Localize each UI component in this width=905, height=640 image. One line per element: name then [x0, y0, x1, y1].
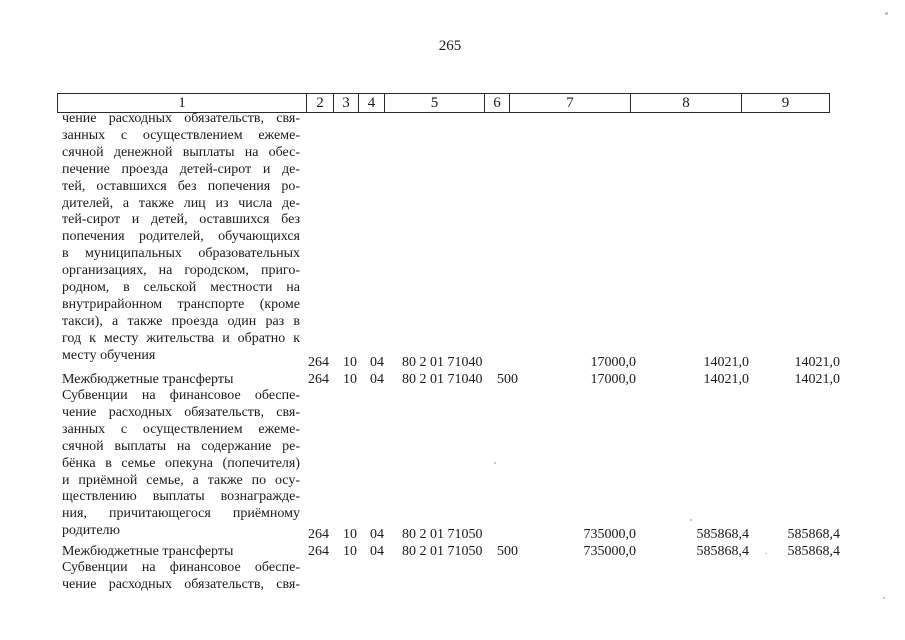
header-col-3: 3 — [334, 94, 359, 112]
row-label: Межбюджетные трансферты — [62, 372, 234, 387]
desc-line: тей-сирот и детей, оставшихся без — [62, 212, 300, 228]
desc-line: такси), а также проезда один раз в — [62, 313, 300, 329]
cell-col-6: 500 — [497, 544, 518, 559]
row-description-continued — [62, 560, 300, 594]
header-col-5: 5 — [385, 94, 485, 112]
cell-col-2: 264 — [308, 355, 329, 370]
desc-line: родном, в сельской местности на — [62, 280, 300, 296]
table-row — [0, 371, 905, 388]
cell-col-5: 80 2 01 71040 — [402, 355, 483, 370]
cell-col-5: 80 2 01 71050 — [402, 527, 483, 542]
row-description-guardianship — [62, 388, 300, 540]
table-header — [57, 93, 830, 113]
cell-col-7: 735000,0 — [583, 544, 636, 559]
table-row — [0, 354, 905, 371]
desc-line: сячной денежной выплаты на обес- — [62, 144, 300, 160]
cell-col-7: 17000,0 — [590, 355, 636, 370]
cell-col-7: 735000,0 — [583, 527, 636, 542]
desc-line: печение проезда детей-сирот и де- — [62, 161, 300, 177]
cell-col-2: 264 — [308, 527, 329, 542]
cell-col-4: 04 — [370, 544, 384, 559]
desc-line: Субвенции на финансовое обеспе- — [62, 388, 300, 403]
desc-line: бёнка в семье опекуна (попечителя) — [62, 455, 300, 471]
header-col-7: 7 — [510, 94, 631, 112]
table-row — [0, 543, 905, 560]
header-col-9: 9 — [781, 95, 790, 111]
desc-line: и приёмной семье, а также по осу- — [62, 472, 300, 488]
desc-line: чение расходных обязательств, свя- — [62, 404, 300, 420]
page-number: 265 — [438, 38, 462, 54]
cell-col-9: 14021,0 — [794, 355, 840, 370]
desc-line: попечения родителей, обучающихся — [62, 229, 300, 245]
cell-col-8: 585868,4 — [696, 527, 749, 542]
desc-line: чение расходных обязательств, свя- — [62, 111, 300, 126]
header-col-6: 6 — [485, 94, 510, 112]
row-description-transport — [62, 111, 300, 365]
cell-col-3: 10 — [343, 544, 357, 559]
scan-speck — [690, 519, 692, 521]
cell-col-9: 585868,4 — [787, 544, 840, 559]
header-col-8: 8 — [631, 94, 742, 112]
scan-speck — [885, 12, 888, 15]
row-label: Межбюджетные трансферты — [62, 544, 234, 559]
desc-line: тей, оставшихся без попечения ро- — [62, 178, 300, 194]
cell-col-8: 14021,0 — [703, 372, 749, 387]
table-row — [0, 526, 905, 543]
desc-line: чение расходных обязательств, свя- — [62, 576, 300, 592]
desc-line: ществлению выплаты вознагражде- — [62, 489, 300, 505]
desc-line: занных с осуществлением ежеме- — [62, 421, 300, 437]
cell-col-3: 10 — [343, 372, 357, 387]
cell-col-4: 04 — [370, 527, 384, 542]
desc-line: Субвенции на финансовое обеспе- — [62, 560, 300, 575]
desc-line: родителю — [62, 523, 120, 539]
scan-speck — [494, 462, 496, 464]
desc-line: дителей, а также лиц из числа де- — [62, 195, 300, 211]
cell-col-8: 14021,0 — [703, 355, 749, 370]
cell-col-4: 04 — [370, 372, 384, 387]
desc-line: внутрирайонном транспорте (кроме — [62, 296, 300, 312]
scan-speck — [765, 553, 767, 554]
desc-line: сячной выплаты на содержание ре- — [62, 438, 300, 454]
cell-col-5: 80 2 01 71040 — [402, 372, 483, 387]
cell-col-9: 585868,4 — [787, 527, 840, 542]
header-col-4: 4 — [359, 94, 385, 112]
cell-col-6: 500 — [497, 372, 518, 387]
cell-col-4: 04 — [370, 355, 384, 370]
cell-col-3: 10 — [343, 527, 357, 542]
cell-col-3: 10 — [343, 355, 357, 370]
header-col-1: 1 — [58, 94, 307, 112]
cell-col-8: 585868,4 — [696, 544, 749, 559]
cell-col-2: 264 — [308, 372, 329, 387]
desc-line: месту обучения — [62, 347, 156, 363]
desc-line: в муниципальных образовательных — [62, 246, 300, 262]
desc-line: ния, причитающегося приёмному — [62, 506, 300, 522]
desc-line: год к месту жительства и обратно к — [62, 330, 300, 346]
desc-line: организациях, на городском, приго- — [62, 263, 300, 279]
cell-col-7: 17000,0 — [590, 372, 636, 387]
header-col-2: 2 — [307, 94, 334, 112]
cell-col-9: 14021,0 — [794, 372, 840, 387]
scan-speck — [883, 597, 885, 599]
desc-line: занных с осуществлением ежеме- — [62, 127, 300, 143]
cell-col-2: 264 — [308, 544, 329, 559]
cell-col-5: 80 2 01 71050 — [402, 544, 483, 559]
